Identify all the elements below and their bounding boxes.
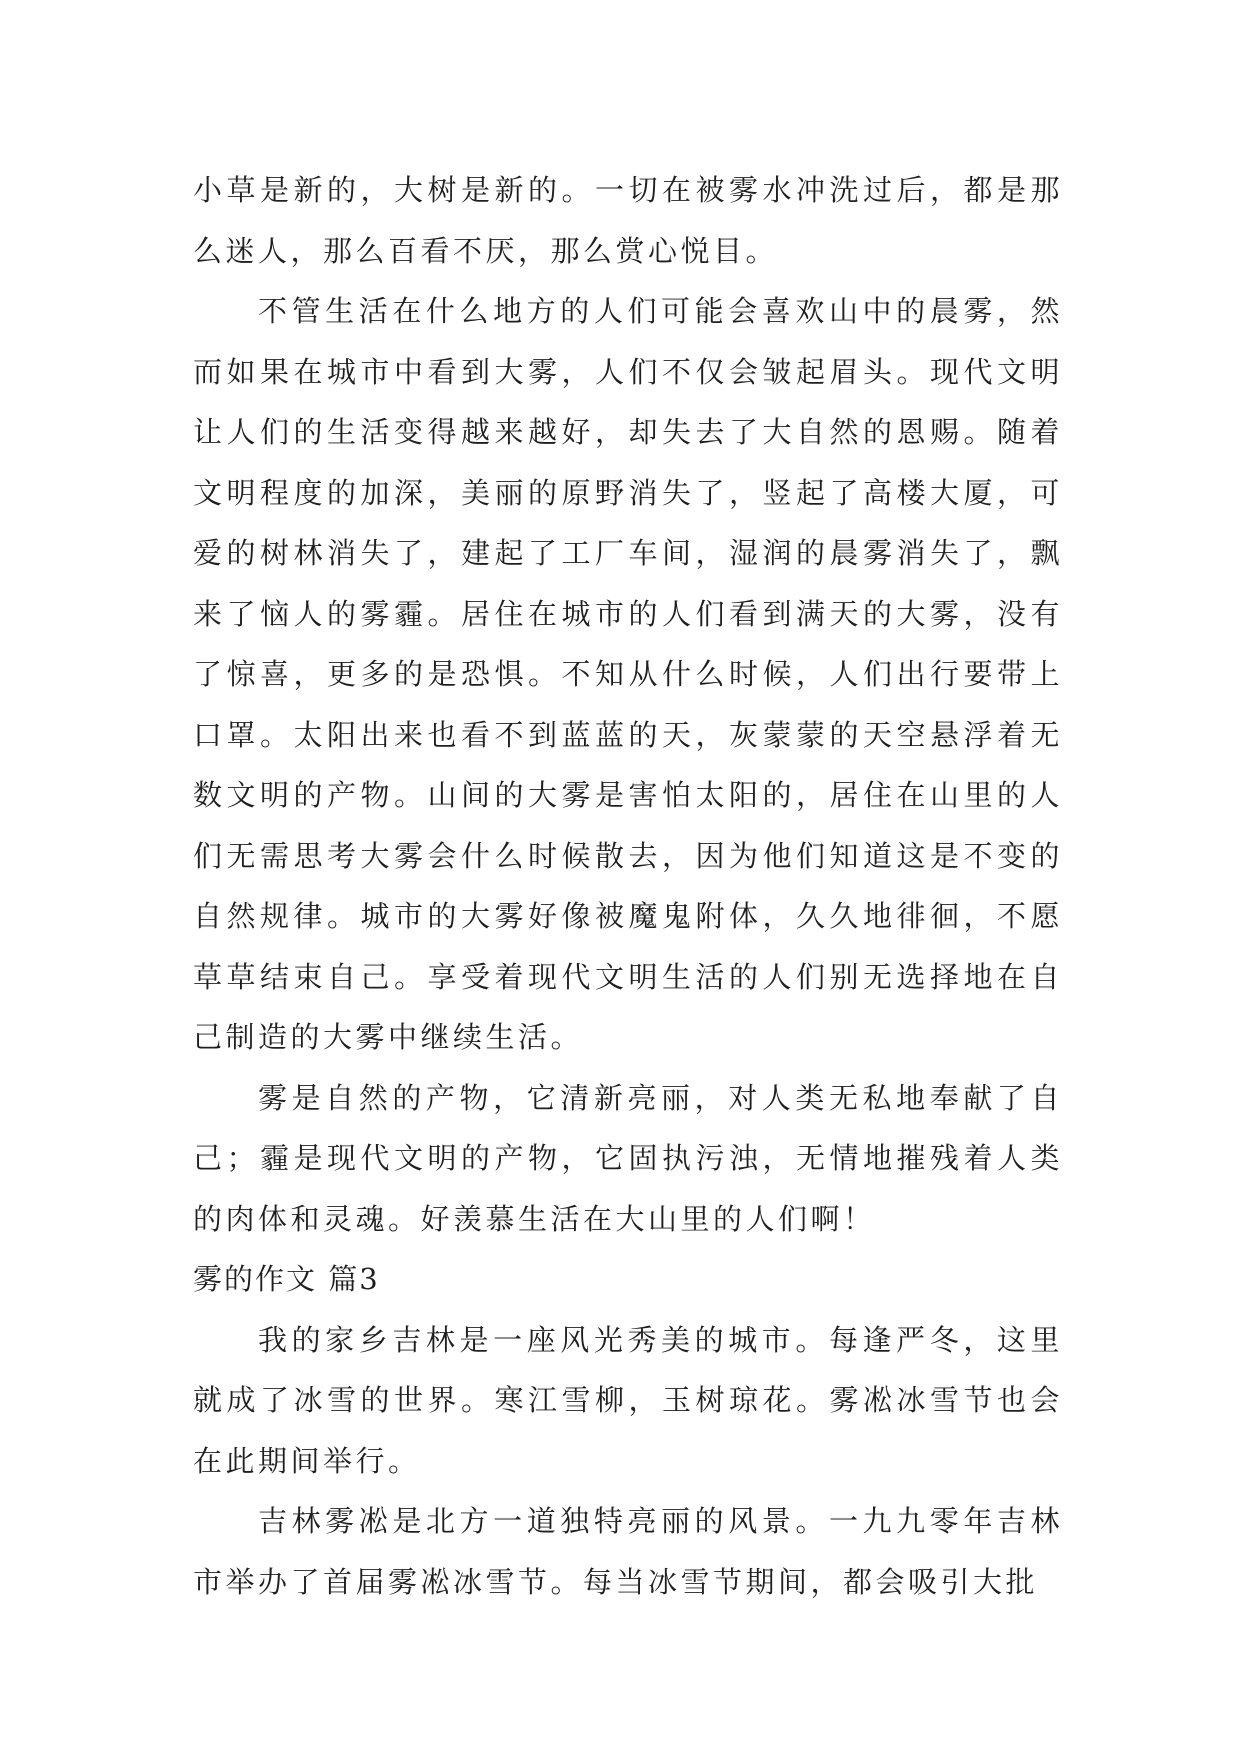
paragraph-5: 吉林雾凇是北方一道独特亮丽的风景。一九九零年吉林市举办了首届雾凇冰雪节。每当冰雪节期间，都会吸引大批 bbox=[193, 1504, 1063, 1599]
paragraph-1: 小草是新的，大树是新的。一切在被雾水冲洗过后，都是那么迷人，那么百看不厌，那么赏心悦目。 bbox=[193, 173, 1063, 268]
document-body bbox=[193, 160, 1063, 1612]
paragraph-3: 雾是自然的产物，它清新亮丽，对人类无私地奉献了自己；霾是现代文明的产物，它固执污浊，无情地摧残着人类的肉体和灵魂。好羡慕生活在大山里的人们啊！ bbox=[193, 1080, 1063, 1236]
section-heading: 雾的作文 篇3 bbox=[193, 1262, 380, 1296]
paragraph-4: 我的家乡吉林是一座风光秀美的城市。每逢严冬，这里就成了冰雪的世界。寒江雪柳，玉树琼花。雾凇冰雪节也会在此期间举行。 bbox=[193, 1322, 1063, 1478]
paragraph-2: 不管生活在什么地方的人们可能会喜欢山中的晨雾，然而如果在城市中看到大雾，人们不仅会皱起眉头。现代文明让人们的生活变得越来越好，却失去了大自然的恩赐。随着文明程度的加深，美丽的原野消失了，竖起了高楼大厦，可爱的树林消失了，建起了工厂车间，湿润的晨雾消失了，飘来了恼人的雾霾。居住在城市的人们看到满天的大雾，没有了惊喜，更多的是恐惧。不知从什么时候，人们出行要带上口罩。太阳出来也看不到蓝蓝的天，灰蒙蒙的天空悬浮着无数文明的产物。山间的大雾是害怕太阳的，居住在山里的人们无需思考大雾会什么时候散去，因为他们知道这是不变的自然规律。城市的大雾好像被魔鬼附体，久久地徘徊，不愿草草结束自己。享受着现代文明生活的人们别无选择地在自己制造的大雾中继续生活。 bbox=[193, 294, 1063, 1054]
